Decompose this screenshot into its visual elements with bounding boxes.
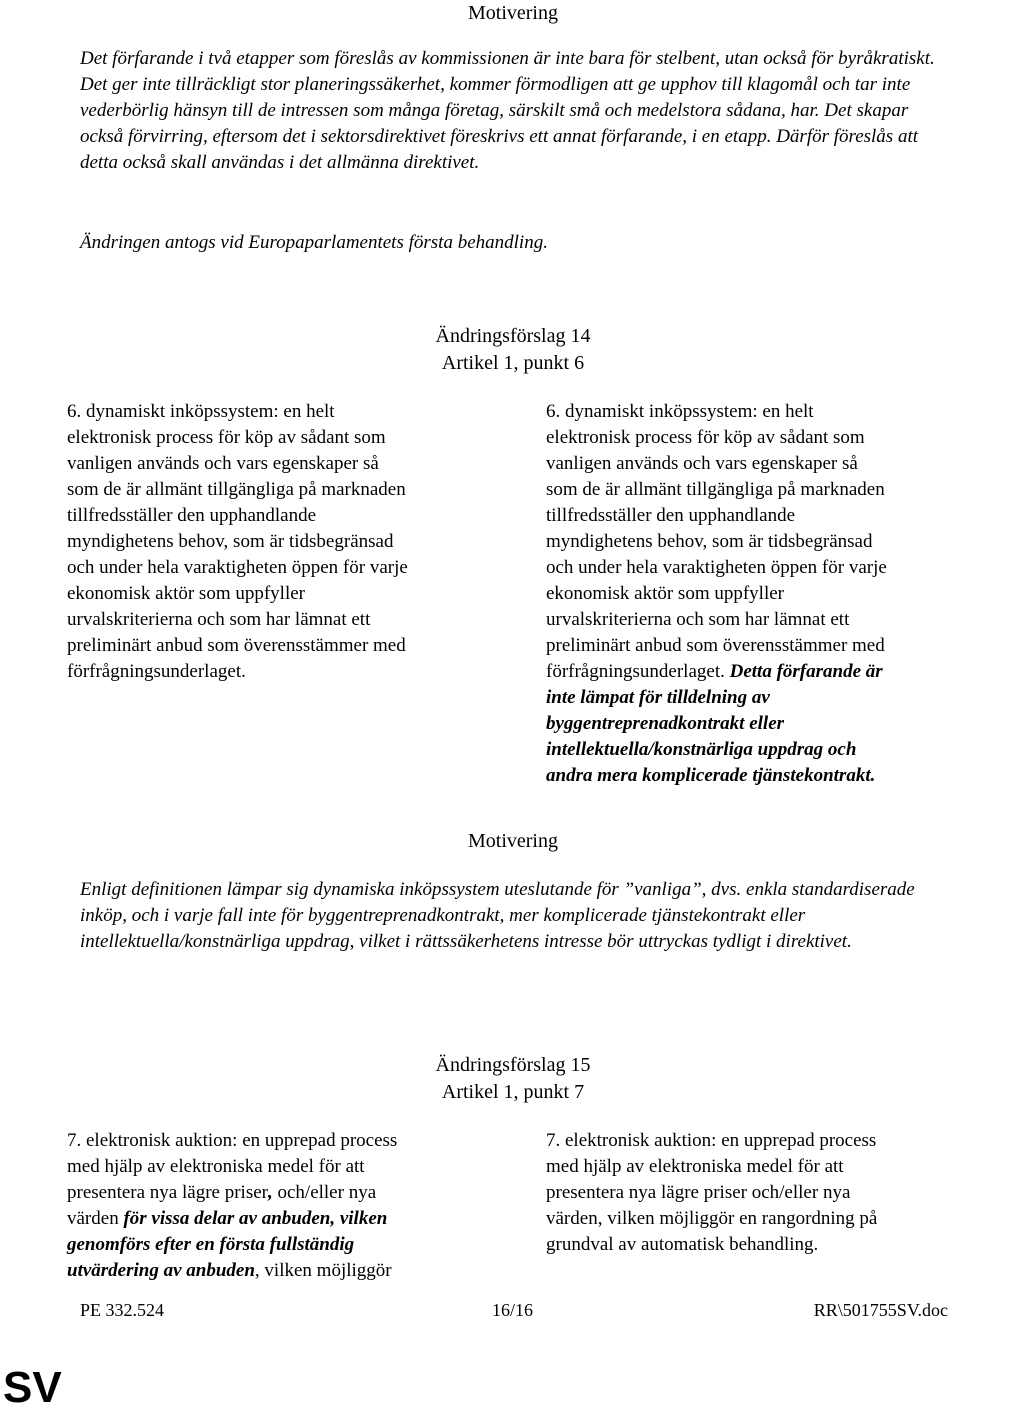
amendment-14-article: Artikel 1, punkt 6 — [441, 352, 585, 374]
footer-reference: PE 332.524 — [80, 1300, 165, 1320]
language-code: SV — [3, 1363, 62, 1412]
original-text-insertion: för vissa delar av anbuden, vilken genomförs efter en första fullständig utvärdering av anbuden — [67, 1208, 388, 1281]
original-text-part-1: 7. elektronisk auktion: en upprepad process med hjälp av elektroniska medel för att presentera nya lägre priser — [67, 1130, 398, 1203]
original-text-part-3: , vilken möjliggör — [254, 1260, 392, 1281]
amendment-14-original-text: 6. dynamiskt inköpssystem: en helt elektronisk process för köp av sådant som vanligen används och vars egenskaper så som de är allmänt tillgängliga på marknaden tillfredsställer den upphandlande myndighetens behov, som är tidsbegränsad och under hela varaktigheten öppen för varje ekonomisk aktör som uppfyller urvalskriterierna och som har lämnat ett preliminärt anbud som överensstämmer med förfrågningsunderlaget. — [67, 401, 408, 682]
motivering-note: Ändringen antogs vid Europaparlamentets första behandling. — [80, 232, 548, 253]
amendment-15-title: Ändringsförslag 15 — [435, 1054, 591, 1076]
amended-text-insertion: Detta förfarande är inte lämpat för tilldelning av byggentreprenadkontrakt eller intellektuella/konstnärliga uppdrag och andra mera komplicerade tjänstekontrakt. — [546, 661, 883, 786]
amended-text-plain: 6. dynamiskt inköpssystem: en helt elektronisk process för köp av sådant som vanligen används och vars egenskaper så som de är allmänt tillgängliga på marknaden tillfredsställer den upphandlande myndighetens behov, som är tidsbegränsad och under hela varaktigheten öppen för varje ekonomisk aktör som uppfyller urvalskriterierna och som har lämnat ett preliminärt anbud som överensstämmer med förfrågningsunderlaget. — [546, 401, 887, 682]
amendment-14-amended-text — [546, 399, 960, 789]
motivering-paragraph-2: Enligt definitionen lämpar sig dynamiska inköpssystem uteslutande för ”vanliga”, dvs. enkla standardiserade inköp, och i varje fall inte för byggentreprenadkontrakt, mer komplicerade tjänstekontrakt eller intellektuella/konstnärliga uppdrag, vilket i rättssäkerhetens intresse bör uttryckas tydligt i direktivet. — [80, 879, 915, 952]
original-text-comma: , — [267, 1182, 273, 1203]
amendment-15-article: Artikel 1, punkt 7 — [441, 1081, 585, 1103]
motivering-heading-2: Motivering — [468, 830, 558, 852]
amendment-15-amended-text: 7. elektronisk auktion: en upprepad process med hjälp av elektroniska medel för att presentera nya lägre priser och/eller nya värden, vilken möjliggör en rangordning på grundval av automatisk behandling. — [546, 1130, 878, 1255]
footer-page-number: 16/16 — [492, 1300, 534, 1320]
amendment-14-title: Ändringsförslag 14 — [435, 325, 591, 347]
original-text-part-2: och/eller nya värden — [67, 1182, 377, 1229]
motivering-heading-1: Motivering — [468, 2, 558, 24]
amendment-15-original-text — [67, 1128, 507, 1281]
footer-document-name: RR\501755SV.doc — [813, 1300, 948, 1320]
motivering-paragraph-1: Det förfarande i två etapper som föreslås av kommissionen är inte bara för stelbent, utan också för byråkratiskt. Det ger inte tillräckligt stor planeringssäkerhet, kommer förmodligen att ge upphov till klagomål och tar inte vederbörlig hänsyn till de intressen som många företag, särskilt små och medelstora sådana, har. Det skapar också förvirring, eftersom det i sektorsdirektivet föreskrivs ett annat förfarande, i en etapp. Därför föreslås att detta också skall användas i det allmänna direktivet. — [80, 48, 935, 173]
